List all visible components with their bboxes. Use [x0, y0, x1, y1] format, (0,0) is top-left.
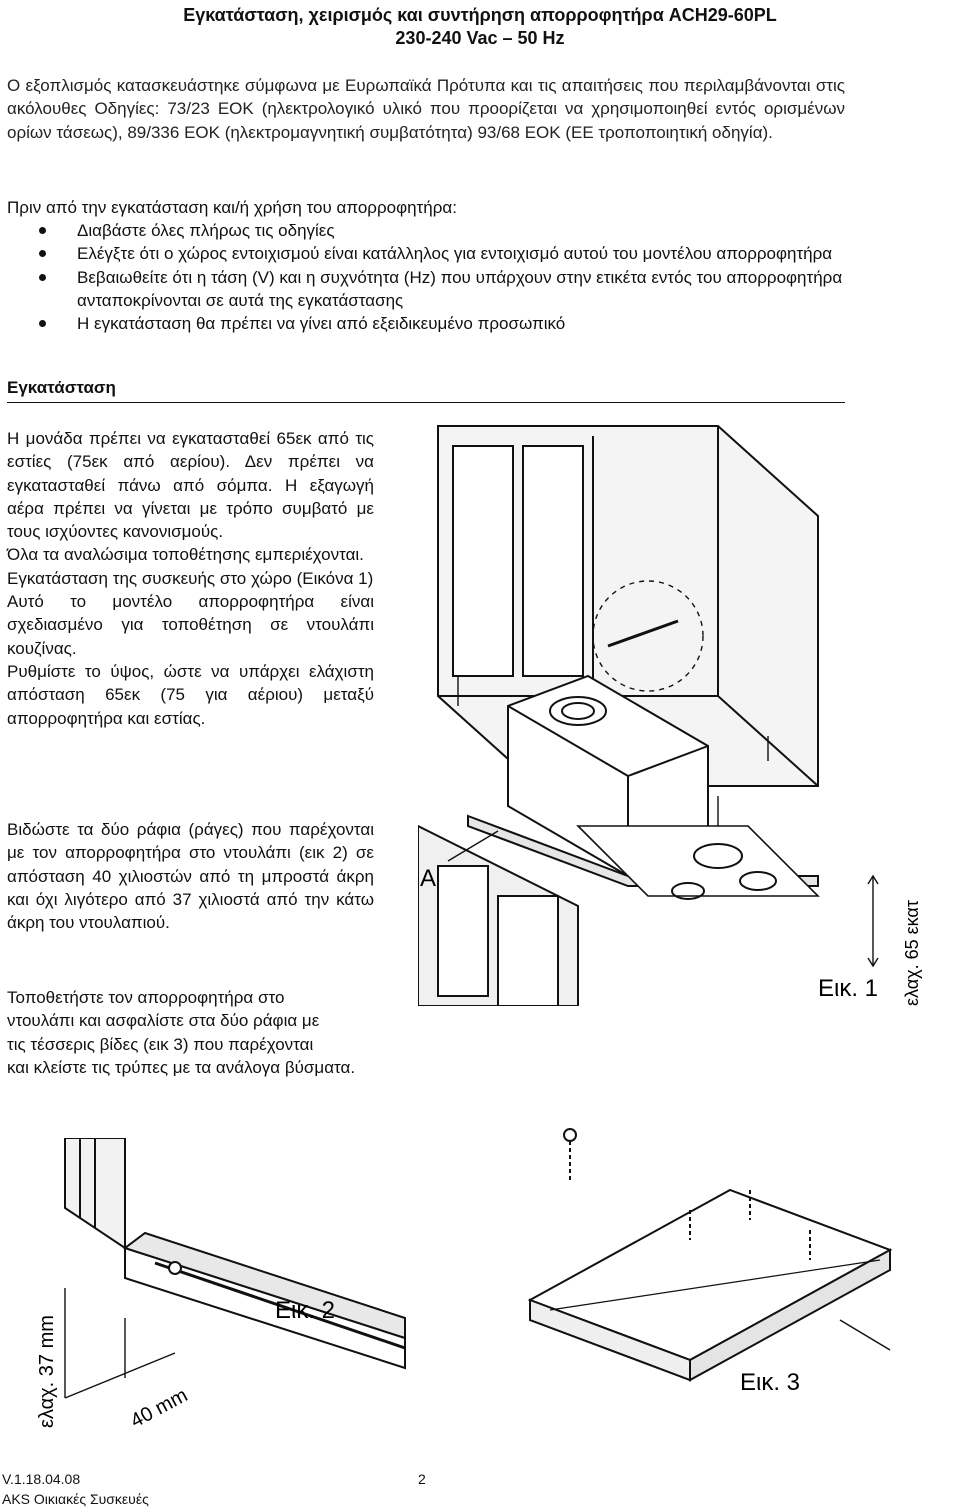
figure-1-cabinet-installation: [418, 406, 938, 1006]
installation-paragraph: Αυτό το μοντέλο απορροφητήρα είναι σχεδιασμένο για τοποθέτηση σε ντουλάπι κουζίνας.: [7, 592, 374, 658]
document-header: [0, 4, 960, 50]
figure-2-rail-detail: [25, 1138, 415, 1438]
figure-3-caption: Εικ. 3: [740, 1369, 801, 1396]
installation-paragraph: Ρυθμίστε το ύψος, ώστε να υπάρχει ελάχιστη απόσταση 65εκ (75 για αέριου) μεταξύ απορροφητήρα και εστίας.: [7, 661, 374, 728]
figure-3-screw-fixing: [490, 1110, 950, 1400]
figure-2-dimension-offset: 40 mm: [127, 1384, 192, 1433]
header-title-line1: Εγκατάσταση, χειρισμός και συντήρηση απορροφητήρα ACH29-60PL: [183, 5, 777, 25]
fixing-line: Τοποθετήστε τον απορροφητήρα στο: [7, 988, 285, 1007]
fixing-line: τις τέσσερις βίδες (εικ 3) που παρέχονται: [7, 1034, 314, 1054]
bullet-item: Βεβαιωθείτε ότι η τάση (V) και η συχνότητα (Hz) που υπάρχουν στην ετικέτα εντός του απορροφητήρα ανταποκρίνονται σε αυτά της εγκατάστασης: [0, 266, 850, 313]
figure-1-letter: A: [420, 865, 437, 892]
section-divider: [7, 402, 845, 403]
installation-paragraph: Εγκατάσταση της συσκευής στο χώρο (Εικόνα 1): [7, 568, 374, 588]
bullet-item: Η εγκατάσταση θα πρέπει να γίνει από εξειδικευμένο προσωπικό: [0, 312, 850, 335]
installation-paragraph: Η μονάδα πρέπει να εγκατασταθεί 65εκ από τις εστίες (75εκ από αερίου). Δεν πρέπει να εγκατασταθεί πάνω από σόμπα. Η εξαγωγή αέρα πρέπει να γίνεται με τρόπο συμβατό με τους ισχύοντες κανονισμούς.: [7, 429, 374, 542]
footer-info: [2, 1469, 149, 1509]
bullet-item: Διαβάστε όλες πλήρως τις οδηγίες: [0, 219, 850, 242]
figure-2-caption: Εικ. 2: [275, 1297, 336, 1324]
bullet-item: Ελέγξτε ότι ο χώρος εντοιχισμού είναι κατάλληλος για εντοιχισμό αυτού του μοντέλου απορροφητήρα: [0, 242, 850, 265]
intro-paragraph: Ο εξοπλισμός κατασκευάστηκε σύμφωνα με Ευρωπαϊκά Πρότυπα και τις απαιτήσεις που περιλαμβάνονται στις ακόλουθες Οδηγίες: 73/23 ΕΟΚ (ηλεκτρολογικό υλικό που προορίζεται να χρησιμοποιηθεί εντός ορισμένων ορίων τάσεως), 89/336 ΕΟΚ (ηλεκτρομαγνητική συμβατότητα) 93/68 ΕΟΚ (ΕΕ τροποποιητική οδηγία).: [7, 76, 845, 142]
page-number: 2: [418, 1471, 426, 1487]
section-heading-installation: Εγκατάσταση: [7, 378, 116, 397]
figure-2-dimension-min: ελαχ. 37 mm: [36, 1315, 58, 1428]
fixing-line: ντουλάπι και ασφαλίστε στα δύο ράφια με: [7, 1011, 320, 1031]
rails-paragraph: Βιδώστε τα δύο ράφια (ράγες) που παρέχονται με τον απορροφητήρα στο ντουλάπι (εικ 2) σε απόσταση 40 χιλιοστών από τη μπροστά άκρη και όχι λιγότερο από 37 χιλιοστά από την κάτω άκρη του ντουλαπιού.: [7, 820, 374, 933]
installation-text-column: [7, 427, 374, 730]
footer-company: AKS Οικιακές Συσκευές: [2, 1491, 149, 1507]
fixing-line: και κλείστε τις τρύπες με τα ανάλογα βύσματα.: [7, 1057, 356, 1077]
pre-install-list: [0, 219, 850, 335]
installation-paragraph: Όλα τα αναλώσιμα τοποθέτησης εμπεριέχονται.: [7, 545, 364, 565]
figure-1-dimension: ελαχ. 65 εκατ: [902, 900, 922, 1006]
figure-1-caption: Εικ. 1: [818, 975, 879, 1002]
footer-version: V.1.18.04.08: [2, 1471, 81, 1487]
pre-install-title: Πριν από την εγκατάσταση και/ή χρήση του απορροφητήρα:: [7, 198, 457, 217]
fixing-paragraph: [7, 986, 419, 1079]
header-title-line2: 230-240 Vac – 50 Hz: [395, 28, 565, 48]
